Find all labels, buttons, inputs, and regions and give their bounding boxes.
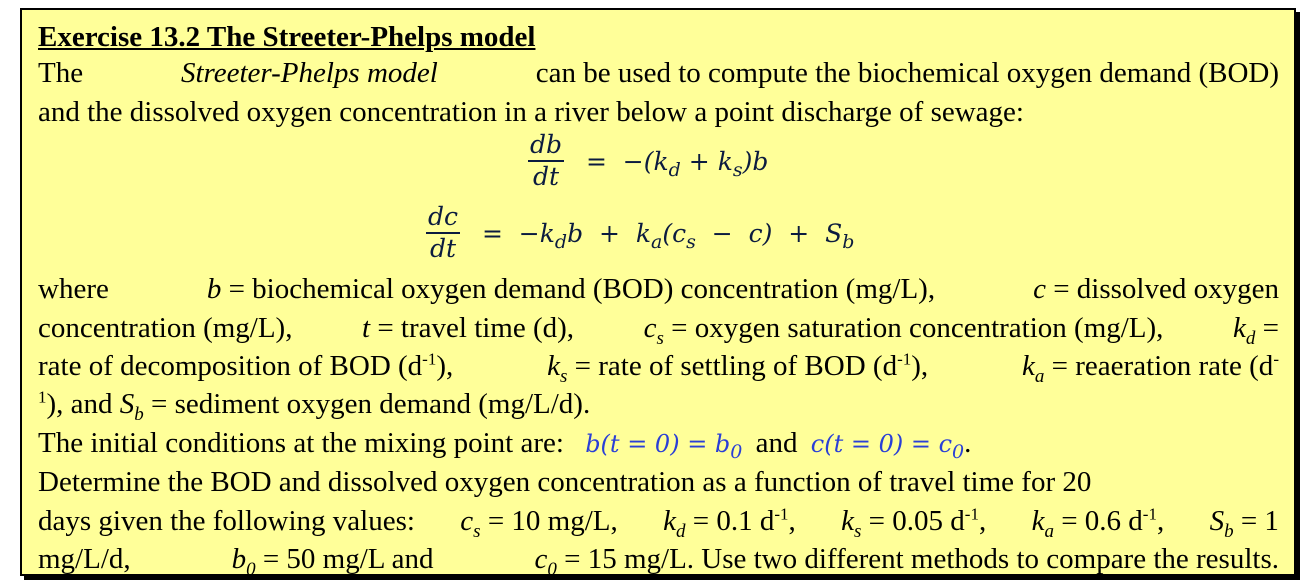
task-line-3 xyxy=(38,542,1279,580)
exercise-title xyxy=(38,20,535,54)
definitions-line-2 xyxy=(38,311,1279,349)
cs-value: = 10 mg/L, xyxy=(487,505,618,537)
sub-d: d xyxy=(1245,327,1256,349)
sub-a: a xyxy=(1034,365,1045,387)
b0-value: = 50 mg/L and xyxy=(262,543,434,575)
and-word: and xyxy=(755,427,798,459)
comma: , xyxy=(1156,505,1165,537)
task-intro: days given the following values: xyxy=(38,505,415,537)
exp: -1 xyxy=(774,504,789,524)
def-b xyxy=(207,272,935,306)
ka-value: = 0.6 d xyxy=(1061,505,1143,537)
sub-b: b xyxy=(134,403,144,425)
definitions-line-1 xyxy=(38,272,1279,306)
exp: -1 xyxy=(1142,504,1157,524)
punct: ), xyxy=(911,350,929,382)
def-cs-text: = oxygen saturation concentration (mg/L), xyxy=(671,312,1164,344)
def-ka xyxy=(1022,349,1279,387)
exp-neg: - xyxy=(1273,349,1279,369)
exp-one: 1 xyxy=(38,387,47,407)
task-line-1 xyxy=(38,465,1279,499)
fraction-dc-dt xyxy=(426,202,460,264)
var-ka: k xyxy=(1031,505,1045,537)
val-ks xyxy=(841,504,987,542)
comma: , xyxy=(788,505,796,537)
def-c xyxy=(1033,272,1279,306)
intro-line-2 xyxy=(38,95,1024,129)
def-conc: concentration (mg/L), xyxy=(38,312,293,344)
word-where: where xyxy=(38,273,109,305)
task-line-2 xyxy=(38,504,1279,542)
def-kd-text xyxy=(38,349,453,383)
val-cs xyxy=(460,504,618,542)
intro-line-1 xyxy=(38,56,1279,90)
initial-text: The initial conditions at the mixing point are: xyxy=(38,427,564,459)
intro-rest: can be used to compute the biochemical oxygen demand (BOD) xyxy=(535,57,1279,89)
sb-value: = 1 xyxy=(1240,505,1279,537)
sub-s: s xyxy=(854,520,862,542)
definitions-line-3 xyxy=(38,349,1279,387)
sub-0: 0 xyxy=(246,558,256,580)
task-line-1-text: Determine the BOD and dissolved oxygen concentration as a function of travel time for 20 xyxy=(38,466,1092,498)
title-text: Exercise 13.2 The Streeter-Phelps model xyxy=(38,21,536,53)
c0-value: = 15 mg/L. Use two different methods to compare the results. xyxy=(564,543,1279,575)
punct: ), xyxy=(436,350,454,382)
exercise-box xyxy=(20,8,1296,580)
exp: -1 xyxy=(964,504,979,524)
var-kd: k xyxy=(1232,312,1246,344)
var-sb: S xyxy=(119,388,135,420)
val-c0 xyxy=(534,542,1279,580)
sub-0: 0 xyxy=(547,558,557,580)
sub-a: a xyxy=(1044,520,1054,542)
def-ks-text: = rate of settling of BOD (d xyxy=(574,350,898,382)
equation-do xyxy=(426,202,854,264)
eq2-rhs: = $-k_db + k_a(c_s - c) + S_b$ xyxy=(481,218,855,253)
kd-value: = 0.1 d xyxy=(692,505,775,537)
sub-b: b xyxy=(1224,520,1234,542)
sub-d: d xyxy=(676,520,686,542)
initial-conditions xyxy=(38,426,971,461)
exp: -1 xyxy=(897,349,912,369)
var-sb: S xyxy=(1209,505,1225,537)
initial-b: $b(t = 0) = b_0$ xyxy=(585,430,743,463)
var-b: b xyxy=(206,273,222,305)
and-text: ), and xyxy=(46,388,113,420)
var-t: t xyxy=(362,312,371,344)
def-kd xyxy=(1232,311,1279,349)
eq1-rhs: = $-(k_d + k_s)b$ xyxy=(585,146,769,181)
def-t xyxy=(362,311,574,345)
rate-decomp: rate of decomposition of BOD (d xyxy=(38,350,423,382)
val-ka xyxy=(1031,504,1165,542)
intro-line-2-text: and the dissolved oxygen concentration in a river below a point discharge of sewage: xyxy=(38,96,1024,128)
val-kd xyxy=(663,504,796,542)
def-c-text: = dissolved oxygen xyxy=(1053,273,1279,305)
def-ks xyxy=(547,349,929,387)
var-c: c xyxy=(1033,273,1046,305)
var-b0: b xyxy=(231,543,247,575)
val-sb xyxy=(1209,504,1279,542)
eq1-numerator: db xyxy=(528,130,564,162)
sub-s: s xyxy=(656,327,664,349)
def-b-text: = biochemical oxygen demand (BOD) concentration (mg/L), xyxy=(228,273,936,305)
var-kd: k xyxy=(663,505,676,537)
def-ka-text: = reaeration rate (d xyxy=(1051,350,1274,382)
model-name: Streeter-Phelps model xyxy=(180,57,438,89)
eq2-denominator: dt xyxy=(429,234,457,263)
var-ka: k xyxy=(1022,350,1035,382)
equation-bod xyxy=(528,130,768,192)
def-sb-text: = sediment oxygen demand (mg/L/d). xyxy=(151,388,591,420)
var-c0: c xyxy=(534,543,548,575)
intro-word: The xyxy=(38,57,84,89)
eq1-denominator: dt xyxy=(532,162,560,191)
var-cs: c xyxy=(460,505,474,537)
def-cs xyxy=(643,311,1164,349)
sub-s: s xyxy=(473,520,481,542)
equals: = xyxy=(1262,312,1279,344)
definitions-line-4 xyxy=(38,387,591,425)
exp: -1 xyxy=(422,349,437,369)
def-t-text: = travel time (d), xyxy=(377,312,575,344)
var-cs: c xyxy=(643,312,657,344)
eq2-numerator: dc xyxy=(426,202,460,234)
ks-value: = 0.05 d xyxy=(868,505,965,537)
sub-s: s xyxy=(560,365,568,387)
initial-c: $c(t = 0) = c_0$ xyxy=(810,430,965,463)
sb-unit: mg/L/d, xyxy=(38,543,131,575)
var-ks: k xyxy=(841,505,855,537)
var-ks: k xyxy=(547,350,561,382)
period: . xyxy=(964,427,972,459)
fraction-db-dt xyxy=(528,130,564,192)
val-b0 xyxy=(231,542,434,580)
comma: , xyxy=(978,505,987,537)
